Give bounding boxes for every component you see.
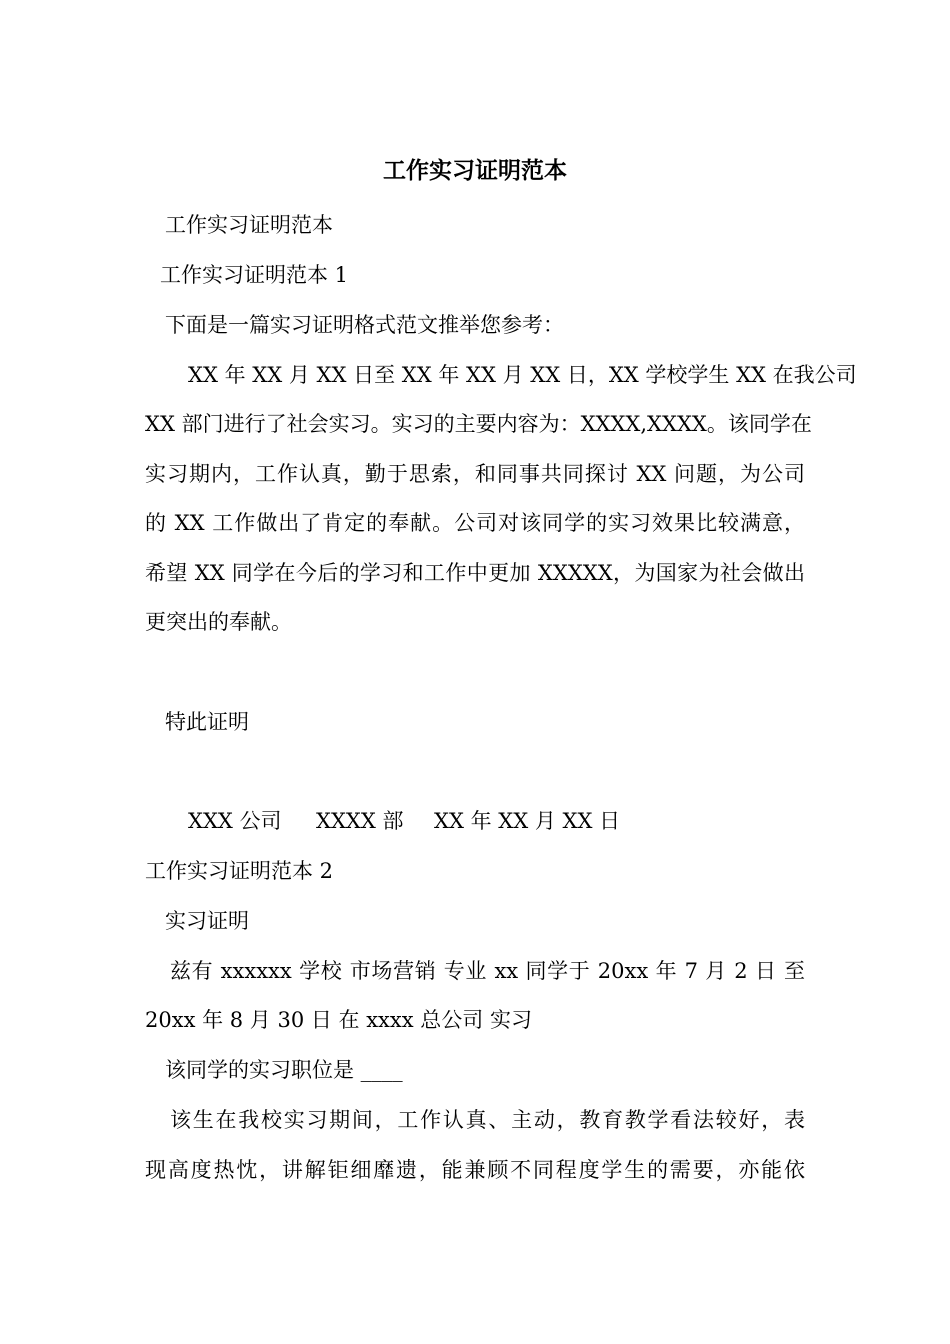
document-title: 工作实习证明范本 bbox=[383, 157, 567, 184]
para2-line-2: 20xx 年 8 月 30 日 在 xxxx 总公司 实习 bbox=[145, 1008, 532, 1032]
signature-row bbox=[188, 806, 620, 836]
intro-text: 下面是一篇实习证明格式范文推举您参考： bbox=[165, 313, 564, 337]
sample1-heading: 工作实习证明范本 1 bbox=[160, 263, 349, 287]
para1-line-5: 希望 XX 同学在今后的学习和工作中更加 XXXXX，为国家为社会做出 bbox=[145, 561, 805, 585]
heading-main: 工作实习证明范本 bbox=[165, 213, 333, 237]
signature-department: XXXX 部 bbox=[316, 809, 404, 833]
para3-line-1: 该生在我校实习期间，工作认真、主动，教育教学看法较好，表 bbox=[170, 1108, 805, 1132]
position-line: 该同学的实习职位是 ____ bbox=[165, 1058, 403, 1082]
certify-text: 特此证明 bbox=[165, 710, 249, 734]
signature-company: XXX 公司 bbox=[188, 809, 282, 833]
sample2-heading: 工作实习证明范本 2 bbox=[145, 859, 334, 883]
para2-line-1: 兹有 xxxxxx 学校 市场营销 专业 xx 同学于 20xx 年 7 月 2 日 至 bbox=[170, 959, 805, 983]
signature-date: XX 年 XX 月 XX 日 bbox=[434, 809, 621, 833]
sample2-subheading: 实习证明 bbox=[165, 909, 249, 933]
para1-line-2: XX 部门进行了社会实习。实习的主要内容为：XXXX,XXXX。该同学在 bbox=[145, 412, 812, 436]
para1-line-3: 实习期内，工作认真，勤于思索，和同事共同探讨 XX 问题，为公司 bbox=[145, 462, 805, 486]
para1-line-4: 的 XX 工作做出了肯定的奉献。公司对该同学的实习效果比较满意， bbox=[145, 511, 805, 535]
para1-line-6: 更突出的奉献。 bbox=[145, 610, 292, 634]
para3-line-2: 现高度热忱，讲解钜细靡遗，能兼顾不同程度学生的需要，亦能依 bbox=[145, 1158, 805, 1182]
para1-line-1: XX 年 XX 月 XX 日至 XX 年 XX 月 XX 日，XX 学校学生 XX 在我公司 bbox=[188, 363, 857, 387]
